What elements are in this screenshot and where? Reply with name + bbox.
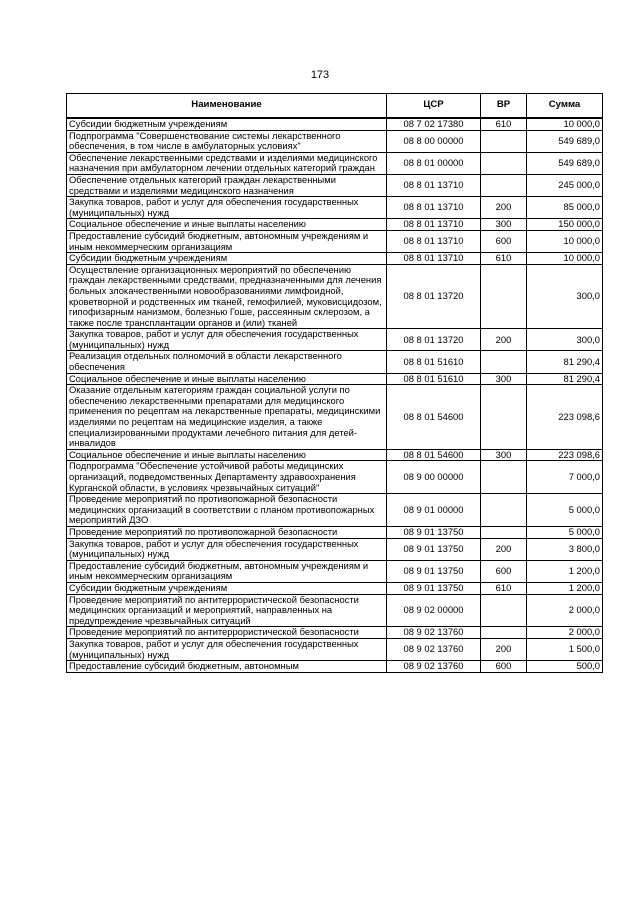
cell-vr: 600 <box>481 661 527 673</box>
cell-name: Обеспечение отдельных категорий граждан лекарственными средствами и изделиями медицинского назначения <box>67 174 387 196</box>
cell-name: Социальное обеспечение и иные выплаты населению <box>67 219 387 231</box>
table-row <box>67 560 603 582</box>
table-row <box>67 627 603 639</box>
cell-sum: 7 000,0 <box>527 461 603 494</box>
cell-sum: 223 098,6 <box>527 449 603 461</box>
cell-name: Социальное обеспечение и иные выплаты населению <box>67 449 387 461</box>
table-row <box>67 526 603 538</box>
cell-csr: 08 9 01 13750 <box>387 538 481 560</box>
cell-vr <box>481 385 527 450</box>
cell-name: Предоставление субсидий бюджетным, автономным учреждениям и иным некоммерческим организациям <box>67 560 387 582</box>
cell-vr: 300 <box>481 219 527 231</box>
table-body <box>67 118 603 672</box>
cell-sum: 2 000,0 <box>527 594 603 627</box>
table-row <box>67 461 603 494</box>
cell-name: Закупка товаров, работ и услуг для обеспечения государственных (муниципальных) нужд <box>67 638 387 660</box>
cell-vr: 200 <box>481 197 527 219</box>
table-row <box>67 130 603 152</box>
table-row <box>67 253 603 265</box>
table-header-row <box>67 94 603 119</box>
header-sum: Сумма <box>527 94 603 119</box>
cell-vr <box>481 152 527 174</box>
cell-name: Проведение мероприятий по антитеррористической безопасности <box>67 627 387 639</box>
cell-sum: 150 000,0 <box>527 219 603 231</box>
cell-csr: 08 8 01 51610 <box>387 351 481 373</box>
table-row <box>67 538 603 560</box>
cell-vr: 300 <box>481 373 527 385</box>
cell-vr: 600 <box>481 230 527 252</box>
cell-sum: 81 290,4 <box>527 351 603 373</box>
table-row <box>67 582 603 594</box>
cell-vr <box>481 461 527 494</box>
cell-sum: 85 000,0 <box>527 197 603 219</box>
cell-sum: 81 290,4 <box>527 373 603 385</box>
table-row <box>67 494 603 527</box>
cell-csr: 08 9 02 13760 <box>387 627 481 639</box>
table-row <box>67 152 603 174</box>
cell-name: Закупка товаров, работ и услуг для обеспечения государственных (муниципальных) нужд <box>67 197 387 219</box>
cell-vr <box>481 627 527 639</box>
cell-vr: 300 <box>481 449 527 461</box>
cell-csr: 08 9 01 13750 <box>387 582 481 594</box>
budget-table <box>66 93 603 673</box>
header-csr: ЦСР <box>387 94 481 119</box>
cell-csr: 08 8 01 54600 <box>387 385 481 450</box>
cell-csr: 08 8 01 13720 <box>387 329 481 351</box>
cell-csr: 08 8 01 13720 <box>387 264 481 329</box>
cell-sum: 549 689,0 <box>527 130 603 152</box>
cell-vr: 200 <box>481 329 527 351</box>
cell-sum: 3 800,0 <box>527 538 603 560</box>
table-row <box>67 351 603 373</box>
cell-name: Осуществление организационных мероприятий по обеспечению граждан лекарственными средствами, предназначенными для лечения больных злокачественными новообразованиями лимфоидной, кроветворной и родственных им тканей, гемофилией, муковисцидозом, гипофизарным нанизмом, болезнью Гоше, рассеянным склерозом, а также после трансплантации органов и (или) тканей <box>67 264 387 329</box>
cell-sum: 300,0 <box>527 329 603 351</box>
header-name: Наименование <box>67 94 387 119</box>
table-row <box>67 449 603 461</box>
table-row <box>67 219 603 231</box>
cell-vr <box>481 494 527 527</box>
table-row <box>67 329 603 351</box>
cell-name: Закупка товаров, работ и услуг для обеспечения государственных (муниципальных) нужд <box>67 538 387 560</box>
cell-sum: 10 000,0 <box>527 118 603 130</box>
cell-sum: 1 200,0 <box>527 560 603 582</box>
cell-sum: 1 500,0 <box>527 638 603 660</box>
table-row <box>67 118 603 130</box>
cell-csr: 08 9 02 00000 <box>387 594 481 627</box>
cell-csr: 08 9 00 00000 <box>387 461 481 494</box>
cell-vr <box>481 130 527 152</box>
cell-sum: 245 000,0 <box>527 174 603 196</box>
cell-name: Подпрограмма "Совершенствование системы лекарственного обеспечения, в том числе в амбулаторных условиях" <box>67 130 387 152</box>
cell-vr <box>481 264 527 329</box>
cell-name: Закупка товаров, работ и услуг для обеспечения государственных (муниципальных) нужд <box>67 329 387 351</box>
cell-csr: 08 9 02 13760 <box>387 661 481 673</box>
header-vr: ВР <box>481 94 527 119</box>
cell-csr: 08 8 01 13710 <box>387 253 481 265</box>
cell-sum: 300,0 <box>527 264 603 329</box>
cell-csr: 08 9 02 13760 <box>387 638 481 660</box>
cell-csr: 08 8 01 13710 <box>387 197 481 219</box>
cell-sum: 10 000,0 <box>527 253 603 265</box>
cell-csr: 08 8 01 13710 <box>387 219 481 231</box>
cell-name: Предоставление субсидий бюджетным, автономным <box>67 661 387 673</box>
cell-name: Предоставление субсидий бюджетным, автономным учреждениям и иным некоммерческим организациям <box>67 230 387 252</box>
cell-vr: 200 <box>481 638 527 660</box>
table-row <box>67 638 603 660</box>
cell-name: Социальное обеспечение и иные выплаты населению <box>67 373 387 385</box>
table-row <box>67 661 603 673</box>
table-row <box>67 264 603 329</box>
cell-csr: 08 8 01 13710 <box>387 174 481 196</box>
cell-name: Проведение мероприятий по противопожарной безопасности <box>67 526 387 538</box>
cell-vr <box>481 351 527 373</box>
cell-sum: 2 000,0 <box>527 627 603 639</box>
cell-vr <box>481 174 527 196</box>
page-number: 173 <box>310 69 330 81</box>
cell-vr: 610 <box>481 118 527 130</box>
cell-name: Субсидии бюджетным учреждениям <box>67 253 387 265</box>
table-row <box>67 230 603 252</box>
cell-csr: 08 8 01 13710 <box>387 230 481 252</box>
cell-csr: 08 8 01 51610 <box>387 373 481 385</box>
table-row <box>67 174 603 196</box>
cell-sum: 5 000,0 <box>527 526 603 538</box>
cell-vr <box>481 526 527 538</box>
cell-vr <box>481 594 527 627</box>
cell-name: Обеспечение лекарственными средствами и изделиями медицинского назначения при амбулаторном лечении отдельных категорий граждан <box>67 152 387 174</box>
cell-name: Субсидии бюджетным учреждениям <box>67 582 387 594</box>
cell-csr: 08 8 00 00000 <box>387 130 481 152</box>
table-row <box>67 594 603 627</box>
table-row <box>67 385 603 450</box>
cell-csr: 08 8 01 00000 <box>387 152 481 174</box>
cell-name: Оказание отдельным категориям граждан социальной услуги по обеспечению лекарственными препаратами для медицинского применения по рецептам на лекарственные препараты, медицинскими изделиями по рецептам на медицинские изделия, а также специализированными продуктами лечебного питания для детей-инвалидов <box>67 385 387 450</box>
cell-name: Субсидии бюджетным учреждениям <box>67 118 387 130</box>
cell-sum: 5 000,0 <box>527 494 603 527</box>
cell-csr: 08 7 02 17380 <box>387 118 481 130</box>
cell-name: Реализация отдельных полномочий в области лекарственного обеспечения <box>67 351 387 373</box>
cell-csr: 08 9 01 13750 <box>387 526 481 538</box>
cell-vr: 600 <box>481 560 527 582</box>
cell-sum: 500,0 <box>527 661 603 673</box>
cell-sum: 10 000,0 <box>527 230 603 252</box>
cell-name: Проведение мероприятий по антитеррористической безопасности медицинских организаций и мероприятий, направленных на предупреждение чрезвычайных ситуаций <box>67 594 387 627</box>
table-row <box>67 373 603 385</box>
cell-sum: 223 098,6 <box>527 385 603 450</box>
table-row <box>67 197 603 219</box>
cell-csr: 08 9 01 13750 <box>387 560 481 582</box>
cell-sum: 1 200,0 <box>527 582 603 594</box>
cell-vr: 610 <box>481 582 527 594</box>
cell-csr: 08 9 01 00000 <box>387 494 481 527</box>
cell-name: Подпрограмма "Обеспечение устойчивой работы медицинских организаций, подведомственных Департаменту здравоохранения Курганской области, в условиях чрезвычайных ситуаций" <box>67 461 387 494</box>
cell-csr: 08 8 01 54600 <box>387 449 481 461</box>
cell-vr: 200 <box>481 538 527 560</box>
cell-name: Проведение мероприятий по противопожарной безопасности медицинских организаций в соответствии с планом противопожарных мероприятий ДЗО <box>67 494 387 527</box>
cell-sum: 549 689,0 <box>527 152 603 174</box>
cell-vr: 610 <box>481 253 527 265</box>
